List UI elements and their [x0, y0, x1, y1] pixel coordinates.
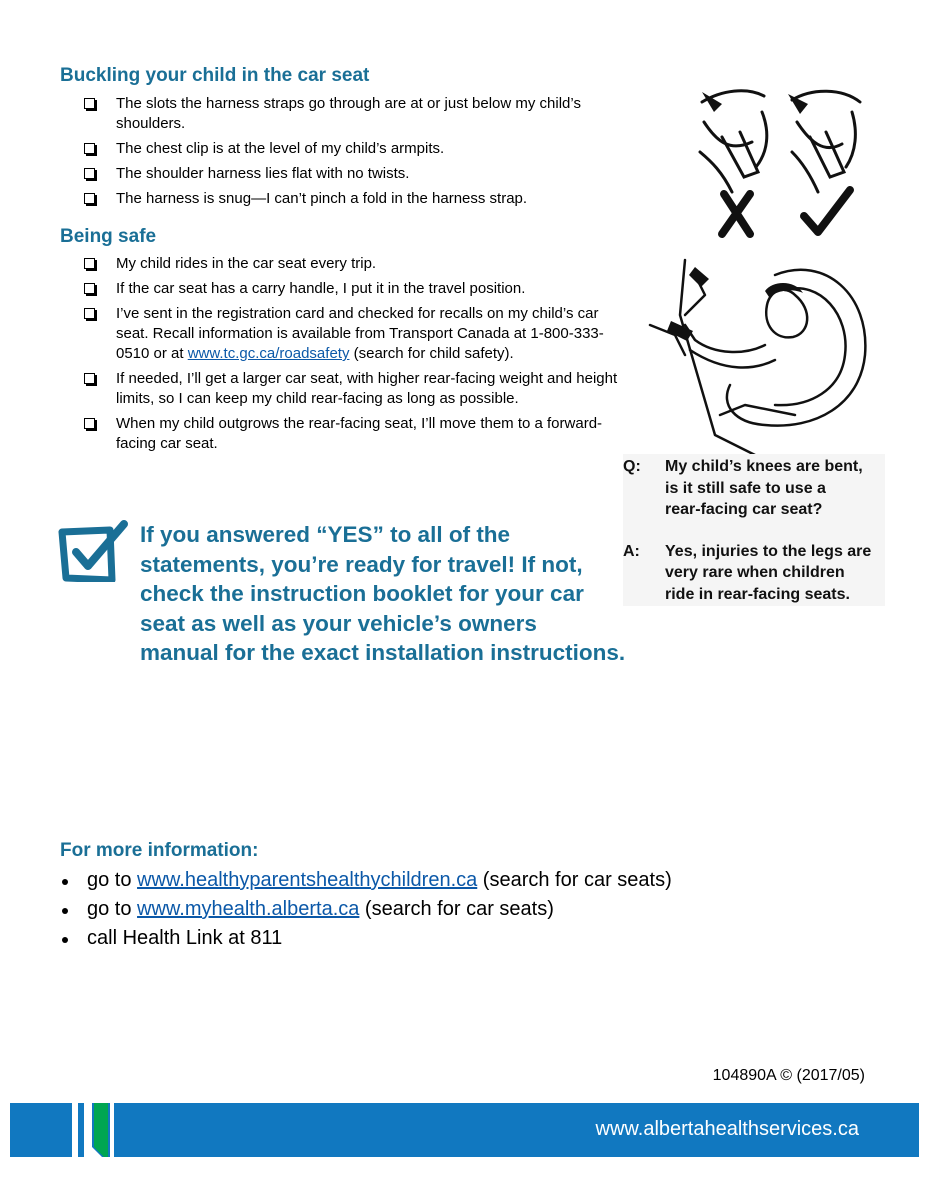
checklist-item[interactable]: If the car seat has a carry handle, I put it in the travel position.	[84, 279, 624, 299]
ahs-logo	[72, 1103, 114, 1157]
checklist-item[interactable]: The slots the harness straps go through are at or just below my child’s shoulders.	[84, 94, 639, 134]
bullet-icon	[62, 879, 68, 885]
footer-bar	[10, 1103, 919, 1157]
transport-canada-link[interactable]: www.tc.gc.ca/roadsafety	[187, 345, 350, 362]
myhealth-link[interactable]: www.myhealth.alberta.ca	[137, 898, 360, 920]
checkbox-icon[interactable]	[84, 283, 95, 294]
checklist-item[interactable]: When my child outgrows the rear-facing seat, I’ll move them to a forward-facing car seat.	[84, 414, 624, 454]
answer: A: Yes, injuries to the legs are very rare when children ride in rear-facing seats.	[623, 542, 872, 603]
buckling-checklist	[84, 94, 639, 214]
checklist-item[interactable]: If needed, I’ll get a larger car seat, with higher rear-facing weight and height limits, so I can keep my child rear-facing as long as possible.	[84, 369, 624, 409]
healthyparents-link[interactable]: www.healthyparentshealthychildren.ca	[137, 869, 478, 891]
footer-url[interactable]: www.albertahealthservices.ca	[595, 1118, 859, 1140]
checklist-item[interactable]: The chest clip is at the level of my child’s armpits.	[84, 139, 639, 159]
checklist-item[interactable]: The shoulder harness lies flat with no twists.	[84, 164, 639, 184]
more-info-heading: For more information:	[60, 840, 259, 861]
list-item: go to www.myhealth.alberta.ca (search for car seats)	[60, 895, 840, 924]
ready-for-travel-callout: If you answered “YES” to all of the statements, you’re ready for travel! If not, check the instruction booklet for your car seat as well as your vehicle’s owners manual for the exact installation instructions.	[140, 522, 626, 665]
checkbox-icon[interactable]	[84, 418, 95, 429]
list-item: call Health Link at 811	[60, 924, 840, 953]
being-safe-heading: Being safe	[60, 226, 157, 247]
checkmark-box-icon	[58, 520, 130, 582]
bullet-icon	[62, 908, 68, 914]
rear-facing-seat-illustration	[645, 255, 875, 455]
more-info-list	[60, 866, 840, 953]
checkbox-icon[interactable]	[84, 308, 95, 319]
checkbox-icon[interactable]	[84, 168, 95, 179]
being-safe-checklist	[84, 254, 624, 459]
list-item: go to www.healthyparentshealthychildren.ca (search for car seats)	[60, 866, 840, 895]
checkbox-icon[interactable]	[84, 143, 95, 154]
checkbox-icon[interactable]	[84, 258, 95, 269]
harness-illustration	[692, 82, 866, 242]
checklist-item[interactable]: My child rides in the car seat every trip.	[84, 254, 624, 274]
document-number: 104890A © (2017/05)	[712, 1067, 865, 1084]
buckling-heading: Buckling your child in the car seat	[60, 65, 370, 86]
checkbox-icon[interactable]	[84, 373, 95, 384]
checklist-item[interactable]: I’ve sent in the registration card and checked for recalls on my child’s car seat. Recall information is available from Transport Canada at 1-800-333-0510 or at www.tc.gc.ca/roadsafety (search for child safety).	[84, 304, 624, 364]
checklist-item[interactable]: The harness is snug—I can’t pinch a fold in the harness strap.	[84, 189, 639, 209]
checkbox-icon[interactable]	[84, 98, 95, 109]
question: Q: My child’s knees are bent, is it still safe to use a rear-facing car seat?	[623, 458, 863, 518]
bullet-icon	[62, 937, 68, 943]
checkbox-icon[interactable]	[84, 193, 95, 204]
